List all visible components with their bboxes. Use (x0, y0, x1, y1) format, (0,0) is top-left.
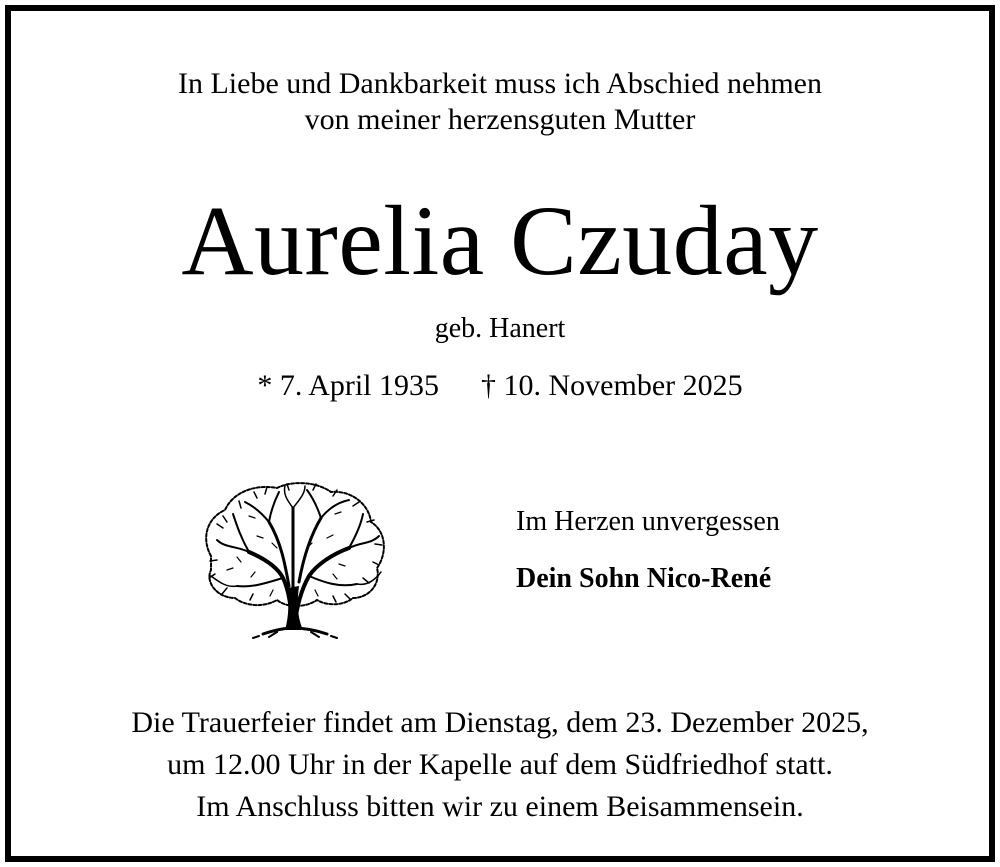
death-date: † 10. November 2025 (481, 369, 743, 402)
intro-text (0, 66, 1000, 138)
signature-text: Dein Sohn Nico-René (516, 563, 772, 594)
funeral-line-2: um 12.00 Uhr in der Kapelle auf dem Südfriedhof statt. (167, 748, 833, 781)
funeral-notice (0, 702, 1000, 828)
deceased-name: Aurelia Czuday (181, 185, 819, 296)
maiden-name: geb. Hanert (434, 313, 566, 344)
remembrance-text: Im Herzen unvergessen (516, 506, 780, 537)
funeral-line-3: Im Anschluss bitten wir zu einem Beisammensein. (196, 790, 804, 823)
intro-line-2: von meiner herzensguten Mutter (304, 103, 696, 136)
intro-line-1: In Liebe und Dankbarkeit muss ich Abschied nehmen (177, 67, 822, 100)
life-dates (0, 368, 1000, 404)
birth-date: * 7. April 1935 (257, 369, 440, 402)
funeral-line-1: Die Trauerfeier findet am Dienstag, dem 23. Dezember 2025, (131, 706, 869, 739)
tree-icon (193, 478, 393, 642)
